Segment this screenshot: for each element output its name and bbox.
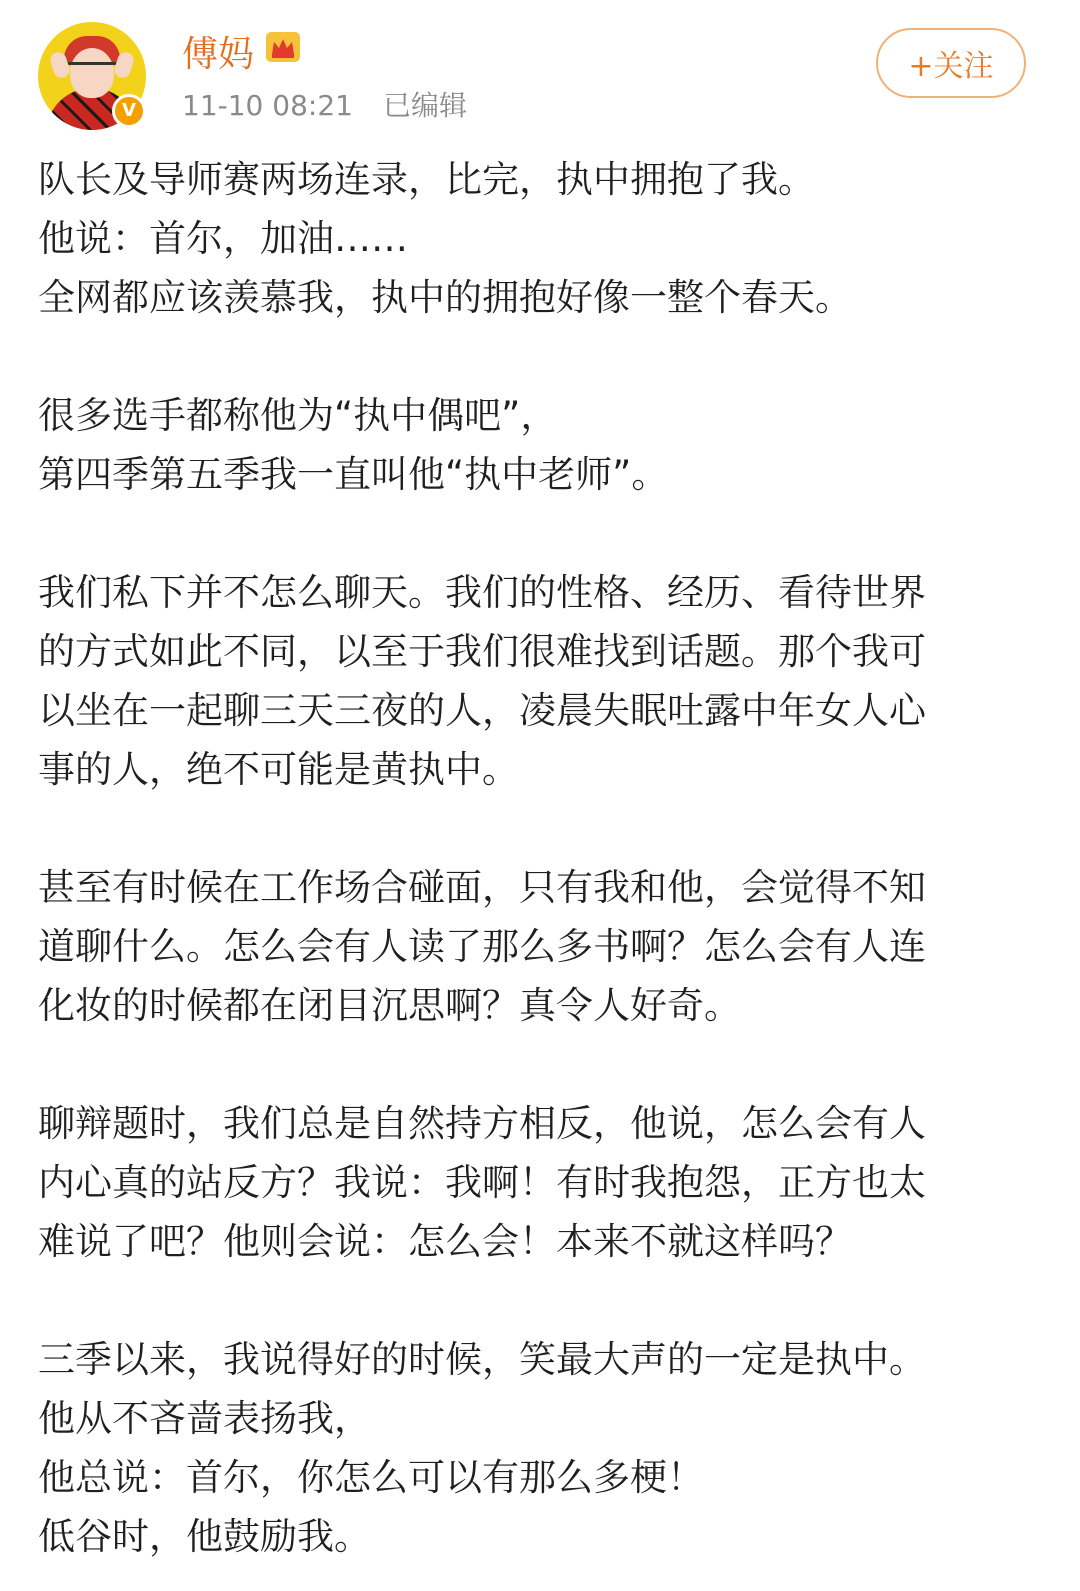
verified-badge-icon: V bbox=[112, 94, 146, 128]
username[interactable]: 傅妈 bbox=[182, 34, 255, 75]
text-line: 我们私下并不怎么聊天。我们的性格、经历、看待世界 bbox=[38, 571, 926, 614]
text-line: 全网都应该羡慕我，执中的拥抱好像一整个春天。 bbox=[38, 276, 852, 319]
text-line: 道聊什么。怎么会有人读了那么多书啊？怎么会有人连 bbox=[38, 925, 926, 968]
text-line: 三季以来，我说得好的时候，笑最大声的一定是执中。 bbox=[38, 1338, 926, 1381]
text-line: 队长及导师赛两场连录，比完，执中拥抱了我。 bbox=[38, 158, 815, 201]
post-meta bbox=[182, 84, 467, 124]
text-line: 以坐在一起聊三天三夜的人，凌晨失眠吐露中年女人心 bbox=[38, 689, 926, 732]
text-line: 他从不吝啬表扬我， bbox=[38, 1397, 371, 1440]
paragraph-2 bbox=[38, 386, 1038, 504]
text-line: 难说了吧？他则会说：怎么会！本来不就这样吗？ bbox=[38, 1220, 852, 1263]
text-line: 化妆的时候都在闭目沉思啊？真令人好奇。 bbox=[38, 984, 741, 1027]
text-line: 低谷时，他鼓励我。 bbox=[38, 1515, 371, 1558]
post-content bbox=[38, 150, 1038, 1566]
text-line: 第四季第五季我一直叫他“执中老师”。 bbox=[38, 453, 669, 496]
paragraph-6 bbox=[38, 1330, 1038, 1566]
paragraph-1 bbox=[38, 150, 1038, 327]
text-line: 事的人，绝不可能是黄执中。 bbox=[38, 748, 519, 791]
post-timestamp: 11-10 08:21 bbox=[182, 89, 353, 122]
text-line: 很多选手都称他为“执中偶吧”， bbox=[38, 394, 558, 437]
text-line: 他说：首尔，加油…… bbox=[38, 217, 408, 260]
edited-label[interactable]: 已编辑 bbox=[382, 89, 467, 122]
paragraph-4 bbox=[38, 858, 1038, 1035]
paragraph-3 bbox=[38, 563, 1038, 799]
crown-icon bbox=[264, 30, 302, 64]
text-line: 聊辩题时，我们总是自然持方相反，他说，怎么会有人 bbox=[38, 1102, 926, 1145]
paragraph-5 bbox=[38, 1094, 1038, 1271]
text-line: 他总说：首尔，你怎么可以有那么多梗！ bbox=[38, 1456, 704, 1499]
text-line: 内心真的站反方？我说：我啊！有时我抱怨，正方也太 bbox=[38, 1161, 926, 1204]
text-line: 的方式如此不同，以至于我们很难找到话题。那个我可 bbox=[38, 630, 926, 673]
follow-button[interactable]: +关注 bbox=[876, 28, 1026, 98]
avatar-glasses bbox=[64, 62, 120, 76]
post-header bbox=[0, 0, 1080, 150]
text-line: 甚至有时候在工作场合碰面，只有我和他，会觉得不知 bbox=[38, 866, 926, 909]
